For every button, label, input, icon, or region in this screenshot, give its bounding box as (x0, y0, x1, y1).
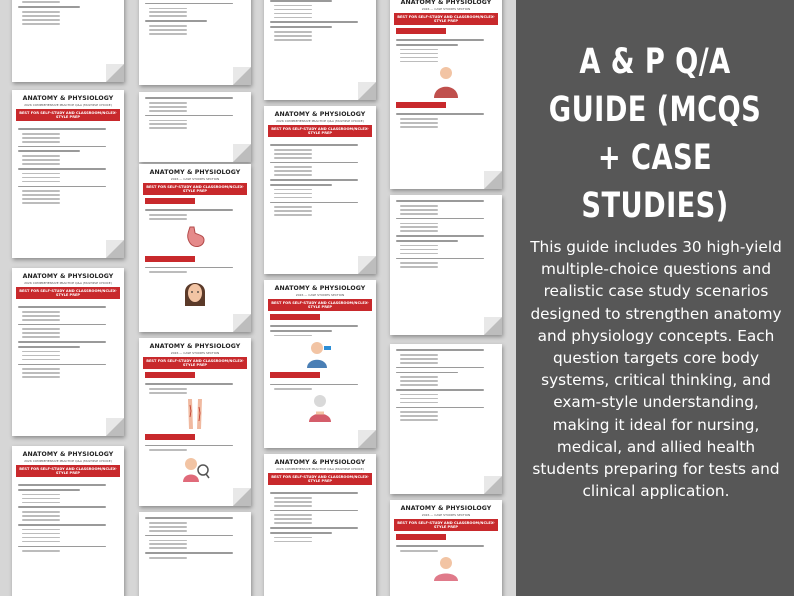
preview-page-mcq (12, 268, 124, 436)
page-banner: BEST FOR SELF-STUDY AND CLASSROOM/NCLEX-STYLE PREP (16, 465, 120, 477)
page-subtitle: 2026 — CASE STUDIES SECTION (170, 351, 220, 355)
preview-page-mcq (12, 90, 124, 258)
preview-page-mcq (390, 195, 502, 335)
page-title: ANATOMY & PHYSIOLOGY (149, 343, 241, 350)
preview-page-mcq (12, 0, 124, 82)
page-subtitle: 2026 COMPREHENSIVE PRACTICE Q&A (MULTIPLE CHOICE) (24, 281, 112, 285)
chest-pain-patient-illustration (304, 393, 336, 423)
page-subtitle: 2026 — CASE STUDIES SECTION (421, 513, 471, 517)
page-title: ANATOMY & PHYSIOLOGY (274, 459, 366, 466)
inhaler-patient-illustration (304, 339, 336, 369)
page-banner: BEST FOR SELF-STUDY AND CLASSROOM/NCLEX-STYLE PREP (394, 13, 498, 25)
page-banner: BEST FOR SELF-STUDY AND CLASSROOM/NCLEX-STYLE PREP (143, 183, 247, 195)
doctor-magnifier-illustration (179, 454, 211, 484)
preview-page-case (139, 164, 251, 332)
page-subtitle: 2026 COMPREHENSIVE PRACTICE Q&A (MULTIPLE CHOICE) (24, 459, 112, 463)
page-subtitle: 2026 — CASE STUDIES SECTION (421, 7, 471, 11)
page-banner: BEST FOR SELF-STUDY AND CLASSROOM/NCLEX-STYLE PREP (394, 519, 498, 531)
page-title: ANATOMY & PHYSIOLOGY (22, 451, 114, 458)
leg-veins-illustration (180, 397, 210, 431)
preview-page-case (264, 280, 376, 448)
preview-page-case (390, 500, 502, 596)
patient-illustration (431, 555, 461, 581)
page-banner: BEST FOR SELF-STUDY AND CLASSROOM/NCLEX-STYLE PREP (143, 357, 247, 369)
page-banner: BEST FOR SELF-STUDY AND CLASSROOM/NCLEX-STYLE PREP (268, 473, 372, 485)
page-banner: BEST FOR SELF-STUDY AND CLASSROOM/NCLEX-STYLE PREP (268, 299, 372, 311)
page-title: ANATOMY & PHYSIOLOGY (274, 111, 366, 118)
title-panel (516, 0, 794, 596)
preview-page-mcq (139, 512, 251, 596)
page-title: ANATOMY & PHYSIOLOGY (274, 285, 366, 292)
coughing-man-illustration (431, 65, 461, 99)
page-title: ANATOMY & PHYSIOLOGY (400, 0, 492, 6)
page-title: ANATOMY & PHYSIOLOGY (22, 273, 114, 280)
woman-illustration (179, 276, 211, 310)
preview-page-mcq (139, 0, 251, 85)
preview-page-case (139, 338, 251, 506)
preview-page-mcq (390, 344, 502, 494)
page-subtitle: 2026 — CASE STUDIES SECTION (170, 177, 220, 181)
page-banner: BEST FOR SELF-STUDY AND CLASSROOM/NCLEX-STYLE PREP (268, 125, 372, 137)
preview-page-mcq (264, 454, 376, 596)
page-subtitle: 2026 COMPREHENSIVE PRACTICE Q&A (MULTIPLE CHOICE) (24, 103, 112, 107)
page-subtitle: 2026 COMPREHENSIVE PRACTICE Q&A (MULTIPLE CHOICE) (276, 119, 364, 123)
preview-page-mcq (264, 0, 376, 100)
preview-page-mcq (139, 92, 251, 162)
page-banner: BEST FOR SELF-STUDY AND CLASSROOM/NCLEX-STYLE PREP (16, 109, 120, 121)
page-title: ANATOMY & PHYSIOLOGY (149, 169, 241, 176)
preview-page-mcq (12, 446, 124, 596)
guide-headline: A & P Q/A GUIDE (MCQS + CASE STUDIES) (548, 42, 762, 226)
guide-description: This guide includes 30 high-yield multiple-choice questions and realistic case study scenarios designed to strengthen anatomy and physiology concepts. Each question targets core body systems, critical thinking, and exam-style understanding, making it ideal for nursing, medical, and allied health students preparing for tests and clinical application. (530, 238, 782, 501)
preview-page-case (390, 0, 502, 189)
preview-page-mcq (264, 106, 376, 274)
page-title: ANATOMY & PHYSIOLOGY (400, 505, 492, 512)
stomach-illustration (180, 223, 210, 253)
page-title: ANATOMY & PHYSIOLOGY (22, 95, 114, 102)
page-banner: BEST FOR SELF-STUDY AND CLASSROOM/NCLEX-STYLE PREP (16, 287, 120, 299)
page-subtitle: 2026 — CASE STUDIES SECTION (295, 293, 345, 297)
page-subtitle: 2026 COMPREHENSIVE PRACTICE Q&A (MULTIPLE CHOICE) (276, 467, 364, 471)
